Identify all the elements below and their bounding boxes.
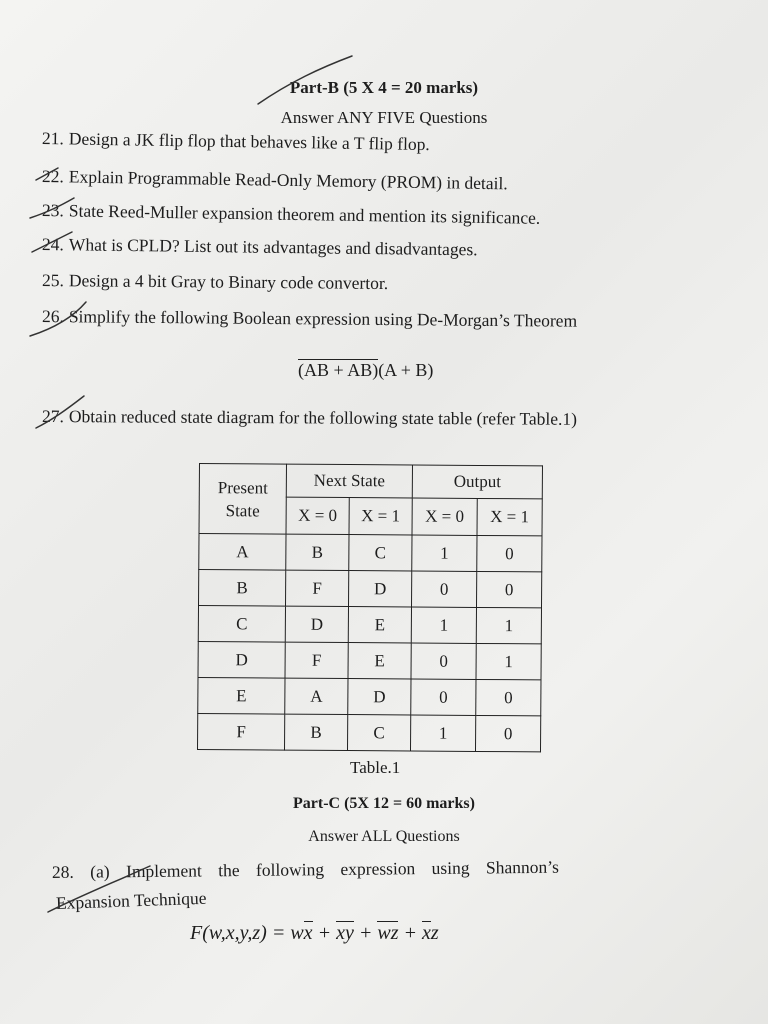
output-x0-cell: 1 (411, 607, 476, 643)
header-next-state: Next State (286, 464, 412, 498)
shannon-expression: F(w,x,y,z) = wx + xy + wz + xz (190, 922, 439, 944)
table-row (199, 534, 542, 572)
b-complement: B (317, 360, 330, 380)
next-state-x0-cell: A (285, 678, 348, 714)
output-x1-cell: 1 (476, 607, 541, 643)
question-23 (42, 200, 541, 229)
next-state-x0-cell: B (284, 714, 347, 750)
output-x1-cell: 0 (475, 715, 540, 751)
question-number: 23. (41, 200, 65, 221)
present-state-cell: E (198, 677, 285, 714)
question-26 (42, 306, 577, 332)
table-row (198, 606, 541, 644)
question-24 (42, 234, 478, 260)
header-next-x0: X = 0 (286, 497, 349, 534)
question-number: 26. (41, 306, 64, 327)
next-state-x1-cell: E (348, 643, 411, 679)
part-c-instruction: Answer ALL Questions (308, 828, 460, 845)
output-x1-cell: 0 (476, 571, 541, 607)
question-text: Design a JK flip flop that behaves like a T flip flop. (68, 128, 430, 155)
question-22 (42, 166, 508, 194)
question-number: 24. (41, 234, 65, 255)
output-x0-cell: 0 (411, 571, 476, 607)
table-row (198, 677, 541, 715)
present-state-cell: A (199, 534, 286, 571)
output-x1-cell: 0 (477, 535, 542, 571)
output-x0-cell: 1 (412, 535, 477, 571)
header-output-x1: X = 1 (477, 498, 542, 535)
table-caption: Table.1 (350, 758, 401, 777)
question-27 (42, 406, 577, 430)
question-text: Explain Programmable Read-Only Memory (PROM) in detail. (68, 166, 508, 194)
next-state-x0-cell: F (285, 642, 348, 678)
table-row (199, 570, 542, 608)
part-c-title: Part-C (5X 12 = 60 marks) (293, 795, 475, 812)
question-text: Implement the following expression using Shannon’s (125, 856, 559, 882)
next-state-x1-cell: C (349, 535, 412, 571)
question-28a-line1 (52, 857, 559, 883)
present-state-cell: D (198, 641, 285, 678)
output-x0-cell: 0 (411, 679, 476, 715)
output-x0-cell: 1 (410, 715, 475, 751)
output-x1-cell: 1 (476, 643, 541, 679)
next-state-x0-cell: F (286, 570, 349, 606)
next-state-x0-cell: B (286, 534, 349, 570)
question-number: 27. (41, 406, 64, 427)
question-text: Design a 4 bit Gray to Binary code convertor. (68, 270, 389, 294)
expression-tail: (A + B) (378, 360, 434, 380)
table-row (197, 713, 540, 751)
output-x1-cell: 0 (476, 679, 541, 715)
question-number: 21. (41, 128, 65, 149)
header-output: Output (412, 465, 542, 499)
question-number: 25. (41, 270, 64, 291)
a-complement: A (347, 360, 361, 380)
next-state-x1-cell: D (348, 679, 411, 715)
header-present-state: Present State (199, 464, 286, 535)
question-21 (42, 128, 430, 155)
question-text: Obtain reduced state diagram for the following state table (refer Table.1) (68, 406, 578, 429)
next-state-x1-cell: C (347, 715, 410, 751)
question-text: What is CPLD? List out its advantages and disadvantages. (68, 234, 478, 260)
next-state-x0-cell: D (285, 606, 348, 642)
header-output-x0: X = 0 (412, 498, 477, 535)
question-25 (42, 270, 388, 294)
expression-overbar-group: (AB + AB) (298, 360, 379, 380)
part-b-title: Part-B (5 X 4 = 20 marks) (289, 78, 479, 97)
next-state-x1-cell: D (349, 571, 412, 607)
output-x0-cell: 0 (411, 643, 476, 679)
question-text: Simplify the following Boolean expression using De-Morgan’s Theorem (68, 306, 578, 331)
state-table (197, 463, 543, 752)
question-number: 28. (51, 861, 74, 882)
boolean-expression (298, 360, 433, 381)
question-text: State Reed-Muller expansion theorem and mention its significance. (68, 200, 541, 228)
question-28a-line2: Expansion Technique (55, 887, 207, 913)
question-number: 22. (41, 166, 65, 187)
part-b-instruction: Answer ANY FIVE Questions (280, 108, 488, 127)
present-state-cell: F (197, 713, 284, 750)
next-state-x1-cell: E (348, 607, 411, 643)
header-next-x1: X = 1 (349, 498, 412, 535)
sub-question-label: (a) (90, 861, 110, 882)
present-state-cell: C (198, 606, 285, 643)
present-state-cell: B (199, 570, 286, 607)
table-row (198, 641, 541, 679)
